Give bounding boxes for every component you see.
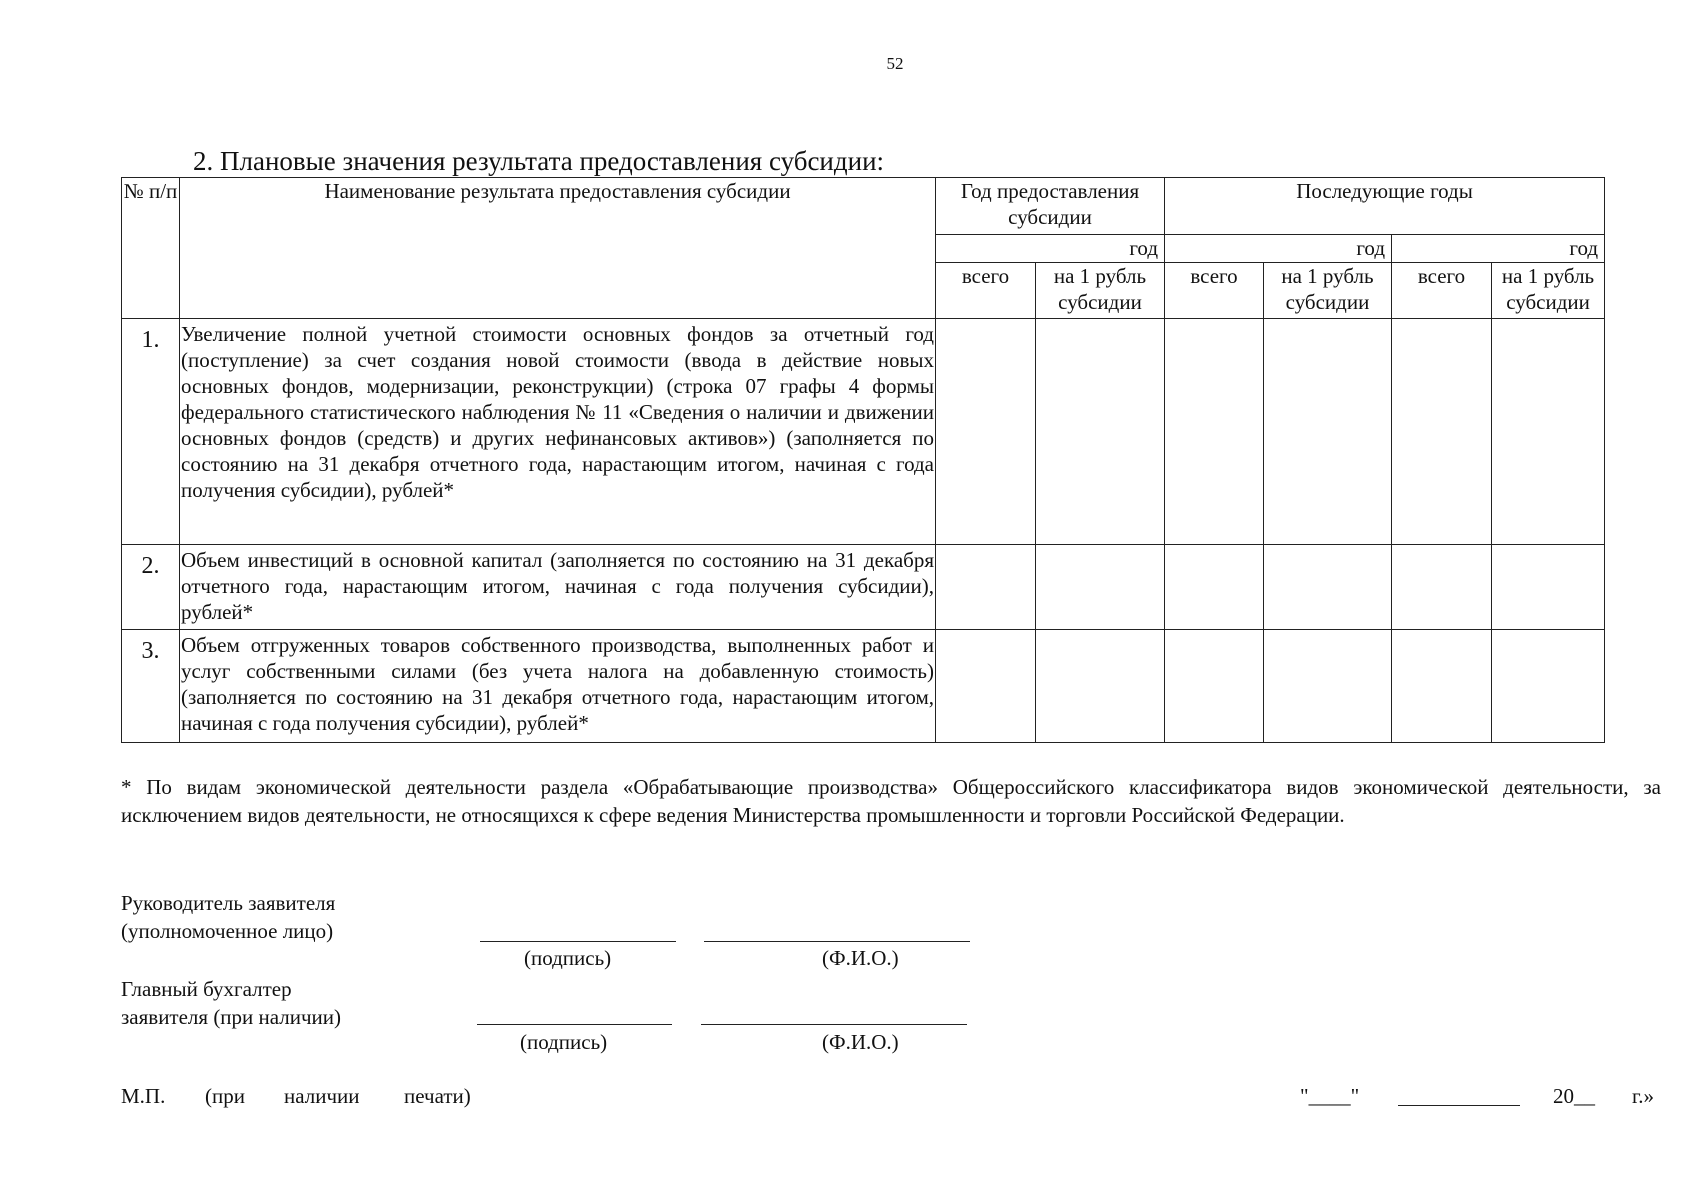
cell-empty <box>1036 545 1165 630</box>
cell-empty <box>1036 319 1165 545</box>
cell-empty <box>1165 545 1264 630</box>
row-description: Объем отгруженных товаров собственного производства, выполненных работ и услуг собственными силами (без учета налога на добавленную стоимость) (заполняется по состоянию на 31 декабря отчетного года, нарастающим итогом, начиная с года получения субсидии), рублей* <box>180 630 936 743</box>
table-row <box>122 319 1605 545</box>
footnote: * По видам экономической деятельности раздела «Обрабатывающие производства» Общероссийского классификатора видов экономической деятельности, за исключением видов деятельности, не относящихся к сфере ведения Министерства промышленности и торговли Российской Федерации. <box>121 775 1661 827</box>
cell-empty <box>1492 545 1605 630</box>
header-year-label-2: год <box>1165 235 1392 263</box>
header-num: № п/п <box>122 178 180 319</box>
stamp-pechati: печати) <box>404 1084 471 1108</box>
head-signature-caption: (подпись) <box>524 946 612 970</box>
date-month-line <box>1398 1105 1520 1106</box>
accountant-label-line2: заявителя (при наличии) <box>121 1005 342 1029</box>
stamp-nalichii: наличии <box>284 1084 360 1108</box>
cell-empty <box>1036 630 1165 743</box>
head-signature-line <box>480 941 676 942</box>
accountant-label-line1: Главный бухгалтер <box>121 977 292 1001</box>
head-name-line <box>704 941 970 942</box>
cell-empty <box>1392 319 1492 545</box>
head-label-line1: Руководитель заявителя <box>121 891 336 915</box>
cell-empty <box>1165 319 1264 545</box>
row-description: Объем инвестиций в основной капитал (заполняется по состоянию на 31 декабря отчетного года, нарастающим итогом, начиная с года получения субсидии), рублей* <box>180 545 936 630</box>
header-total-2: всего <box>1165 263 1264 319</box>
row-description: Увеличение полной учетной стоимости основных фондов за отчетный год (поступление) за счет создания новой стоимости (ввода в действие новых основных фондов, модернизации, реконструкции) (строка 07 графы 4 формы федерального статистического наблюдения № 11 «Сведения о наличии и движении основных фондов (средств) и других нефинансовых активов») (заполняется по состоянию на 31 декабря отчетного года, нарастающим итогом, начиная с года получения субсидии), рублей* <box>180 319 936 545</box>
table-row <box>122 630 1605 743</box>
cell-empty <box>1264 545 1392 630</box>
row-number: 1. <box>122 319 180 545</box>
header-total-1: всего <box>936 263 1036 319</box>
row-number: 2. <box>122 545 180 630</box>
header-total-3: всего <box>1392 263 1492 319</box>
accountant-name-caption: (Ф.И.О.) <box>822 1030 899 1054</box>
cell-empty <box>1492 630 1605 743</box>
date-day: "____" <box>1300 1084 1360 1108</box>
header-subsequent-years: Последующие годы <box>1165 178 1605 235</box>
accountant-signature-line <box>477 1024 672 1025</box>
cell-empty <box>1392 630 1492 743</box>
header-per-ruble-3: на 1 рубль субсидии <box>1492 263 1605 319</box>
header-year-of-grant: Год предоставления субсидии <box>936 178 1165 235</box>
date-suffix: г.» <box>1632 1084 1654 1108</box>
results-table <box>121 177 1605 743</box>
table-row <box>122 545 1605 630</box>
cell-empty <box>1492 319 1605 545</box>
accountant-name-line <box>701 1024 967 1025</box>
date-year: 20__ <box>1553 1084 1595 1108</box>
header-per-ruble-1: на 1 рубль субсидии <box>1036 263 1165 319</box>
stamp-pri: (при <box>205 1084 245 1108</box>
cell-empty <box>936 630 1036 743</box>
cell-empty <box>936 319 1036 545</box>
head-name-caption: (Ф.И.О.) <box>822 946 899 970</box>
accountant-signature-caption: (подпись) <box>520 1030 608 1054</box>
header-name: Наименование результата предоставления субсидии <box>180 178 936 319</box>
cell-empty <box>936 545 1036 630</box>
cell-empty <box>1165 630 1264 743</box>
header-year-label-1: год <box>936 235 1165 263</box>
stamp-mp: М.П. <box>121 1084 166 1108</box>
header-per-ruble-2: на 1 рубль субсидии <box>1264 263 1392 319</box>
section-title: 2. Плановые значения результата предоставления субсидии: <box>193 146 885 176</box>
head-label-line2: (уполномоченное лицо) <box>121 919 334 943</box>
page-number: 52 <box>886 54 904 73</box>
cell-empty <box>1392 545 1492 630</box>
cell-empty <box>1264 630 1392 743</box>
header-year-label-3: год <box>1392 235 1605 263</box>
row-number: 3. <box>122 630 180 743</box>
cell-empty <box>1264 319 1392 545</box>
